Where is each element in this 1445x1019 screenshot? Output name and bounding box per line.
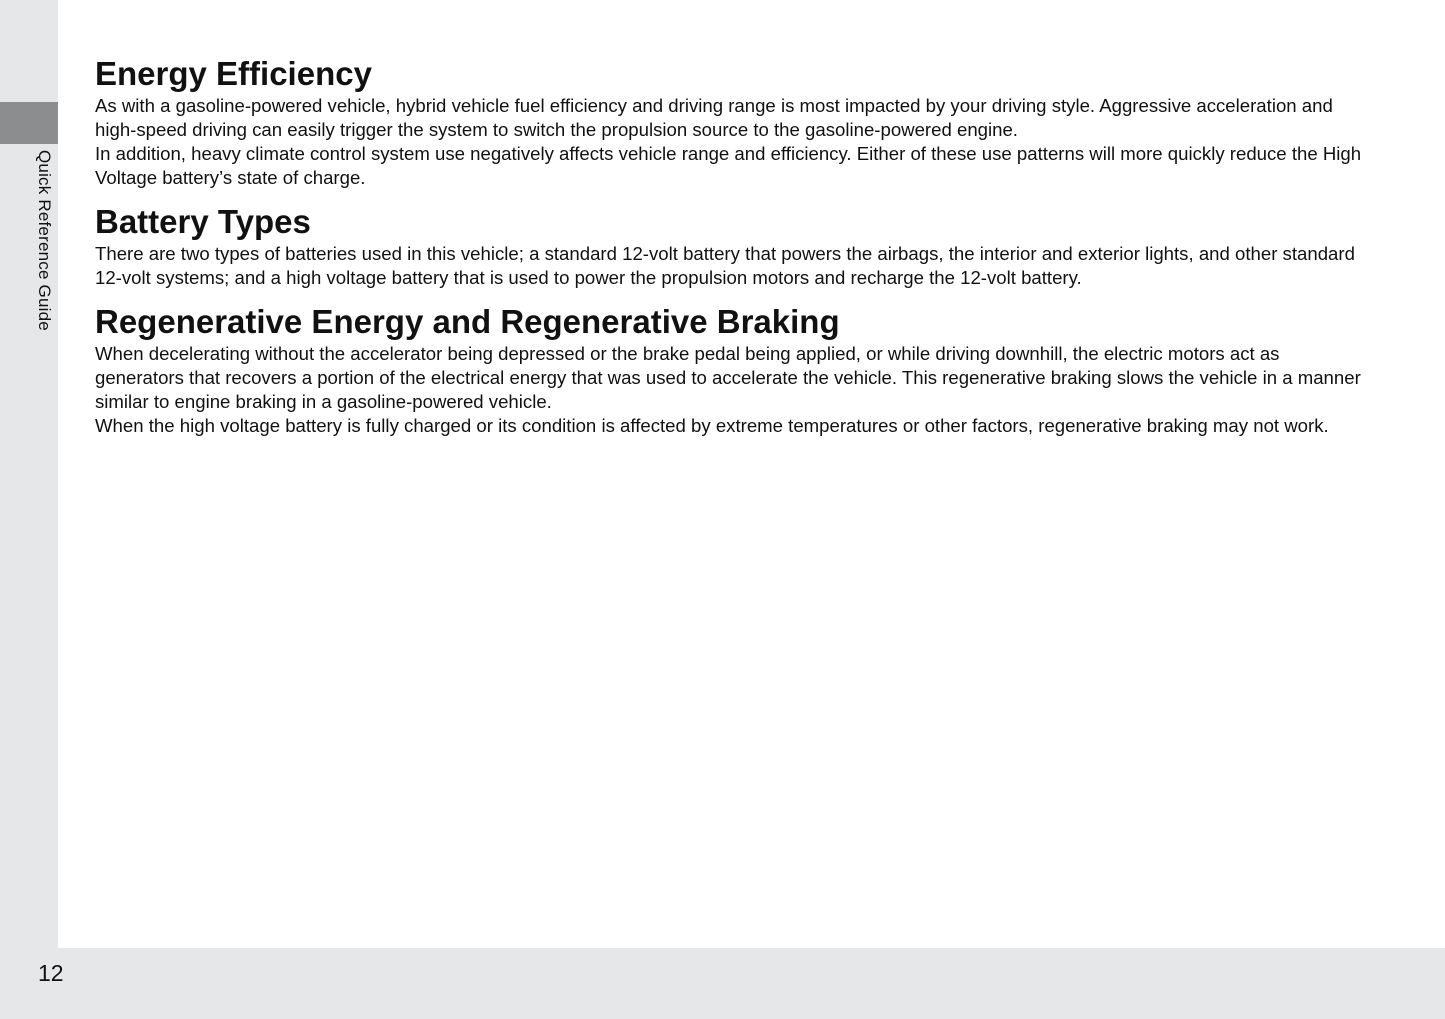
section-battery-types — [95, 202, 1365, 290]
body-paragraph: In addition, heavy climate control system use negatively affects vehicle range and efficiency. Either of these use patterns will more quickly reduce the High Voltage battery’s state of charge. — [95, 143, 1362, 188]
section-tab-marker — [0, 102, 58, 144]
body-paragraph: As with a gasoline-powered vehicle, hybrid vehicle fuel efficiency and driving range is most impacted by your driving style. Aggressive acceleration and high-speed driving can easily trigger the system to switch the propulsion source to the gasoline-powered engine. — [95, 95, 1333, 140]
body-paragraph: When the high voltage battery is fully charged or its condition is affected by extreme temperatures or other factors, regenerative braking may not work. — [95, 415, 1329, 436]
sidebar-section-label: Quick Reference Guide — [35, 150, 54, 331]
section-title: Energy Efficiency — [95, 55, 372, 92]
footer-band — [0, 948, 1445, 1019]
body-paragraph: There are two types of batteries used in this vehicle; a standard 12-volt battery that powers the airbags, the interior and exterior lights, and other standard 12-volt systems; and a high voltage battery that is used to power the propulsion motors and recharge the 12-volt battery. — [95, 243, 1355, 288]
section-title: Regenerative Energy and Regenerative Braking — [95, 303, 840, 340]
page-number: 12 — [38, 960, 64, 986]
section-title: Battery Types — [95, 203, 311, 240]
main-content — [95, 54, 1365, 450]
body-paragraph: When decelerating without the accelerator being depressed or the brake pedal being applied, or while driving downhill, the electric motors act as generators that recovers a portion of the electrical energy that was used to accelerate the vehicle. This regenerative braking slows the vehicle in a manner similar to engine braking in a gasoline-powered vehicle. — [95, 343, 1361, 412]
side-margin-band — [0, 0, 58, 1019]
section-regenerative-braking — [95, 302, 1365, 438]
section-energy-efficiency — [95, 54, 1365, 190]
